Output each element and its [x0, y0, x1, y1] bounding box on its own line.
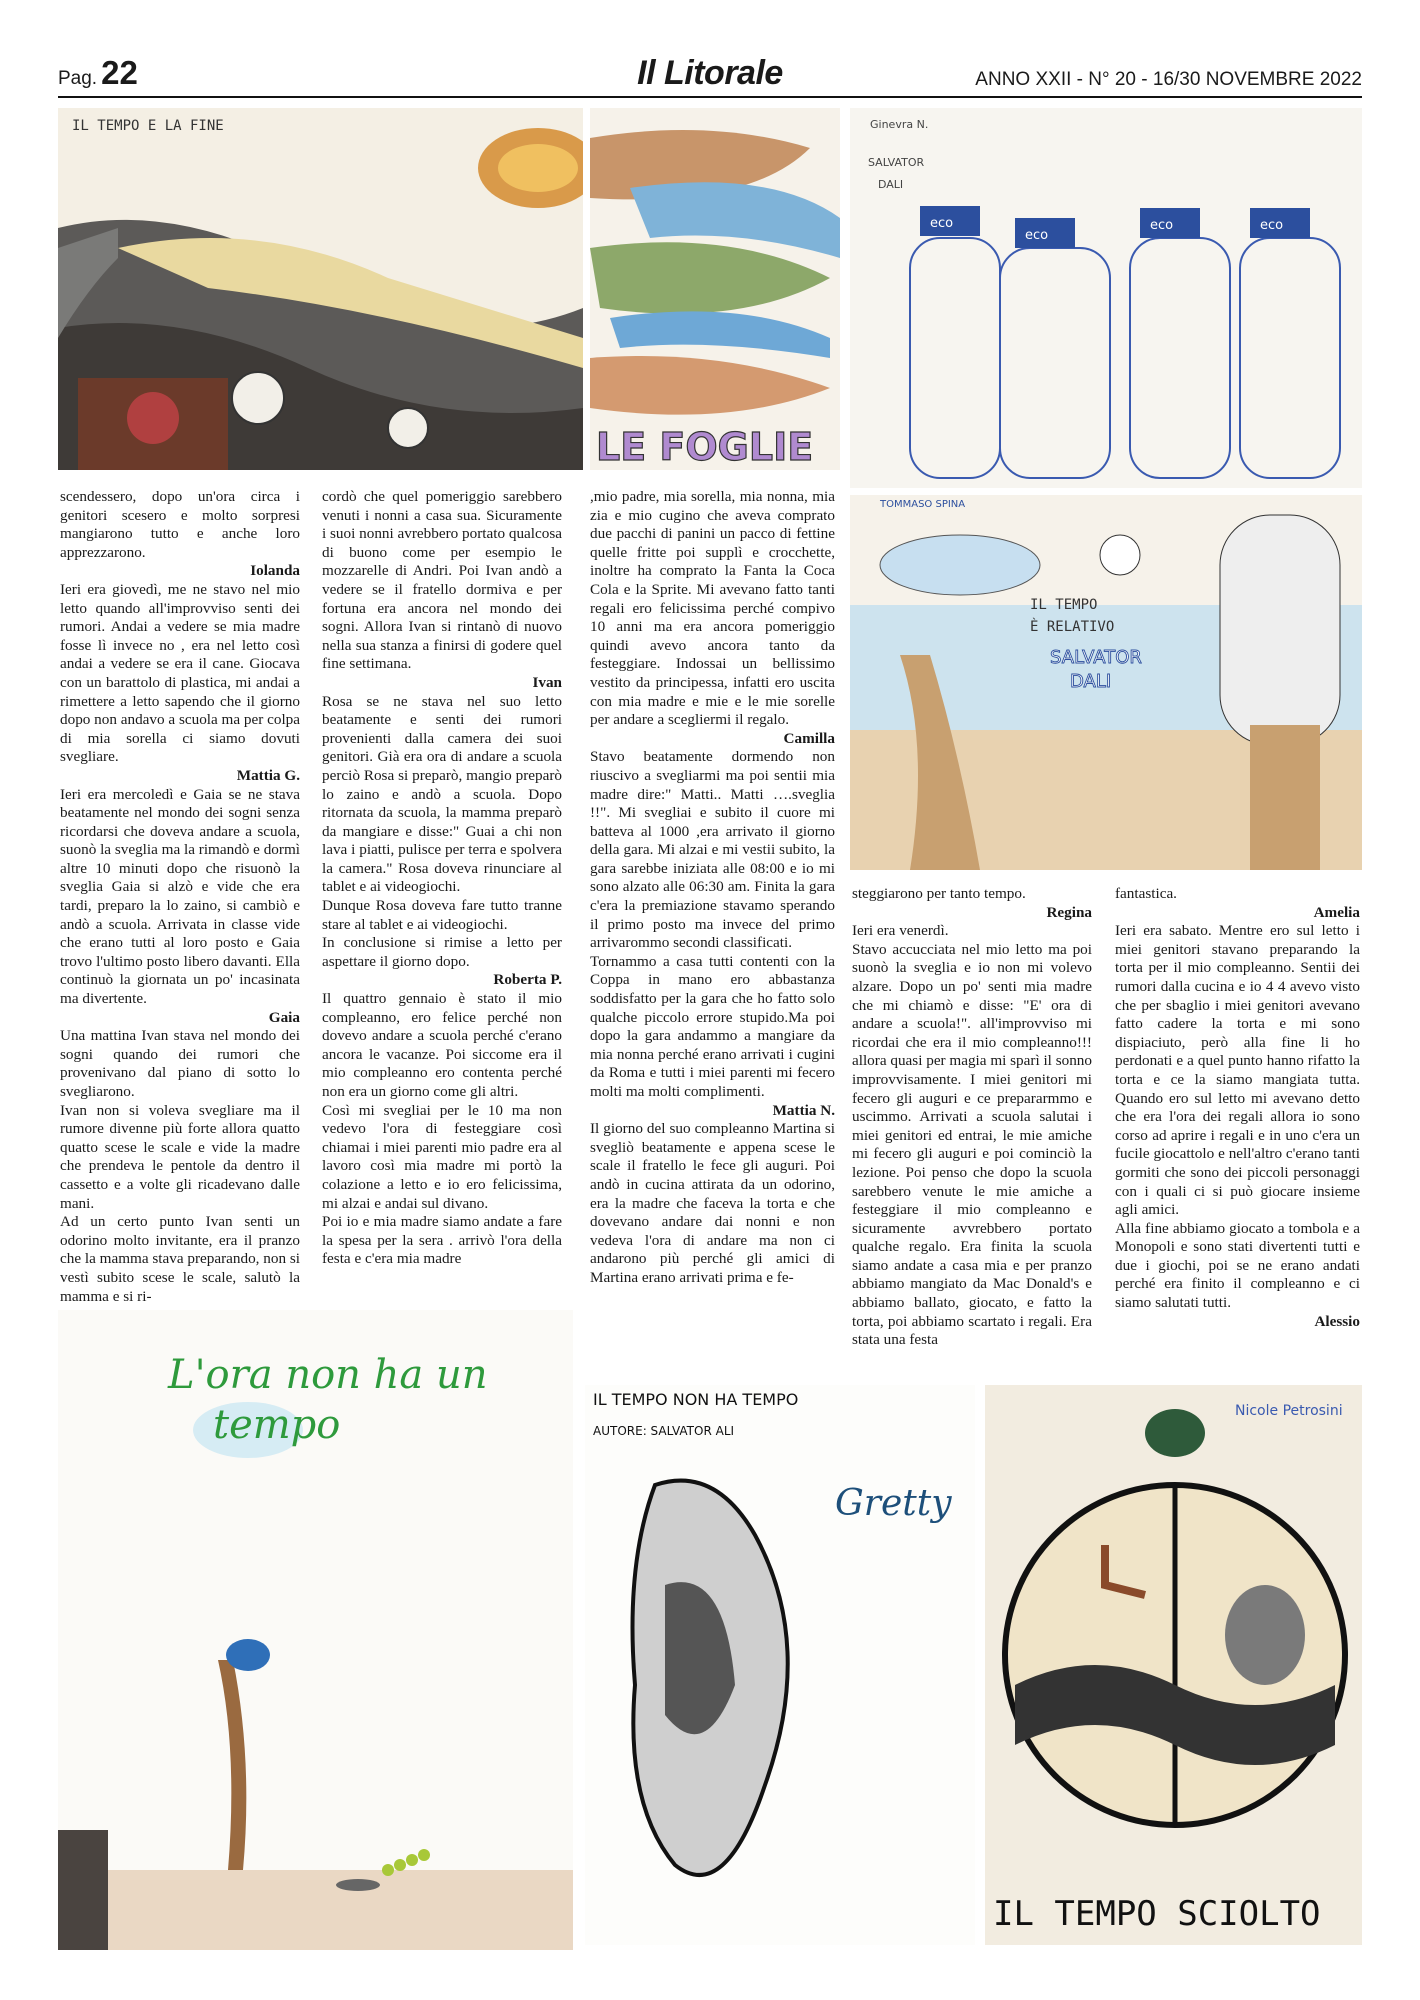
drawing-caption: DALI: [1070, 671, 1112, 692]
drawing-caption: L'ora non ha un: [168, 1352, 488, 1398]
paragraph: Il quattro gennaio è stato il mio compleanno, ero felice perché non dovevo andare a scuola perché c'erano ancora le vacanze. Poi siccome era il mio compleanno ero contenta perché non era un giorno come gli altri.: [322, 990, 562, 1100]
text-column-4: [852, 885, 1092, 1380]
paragraph: Dunque Rosa doveva fare tutto tranne stare al tablet e ai videogiochi.: [322, 897, 562, 933]
paragraph: fantastica.: [1115, 885, 1177, 902]
paragraph: Una mattina Ivan stava nel mondo dei sogni quando dei rumori che provenivano dal piano di sotto lo svegliarono.: [60, 1027, 300, 1100]
issue-info: ANNO XXII - N° 20 - 16/30 NOVEMBRE 2022: [975, 69, 1362, 90]
paragraph: Poi io e mia madre siamo andate a fare la spesa per la sera . arrivò l'ora della festa e c'era mia madre: [322, 1213, 562, 1268]
author-signature: Amelia: [1313, 903, 1360, 921]
drawing-caption: È RELATIVO: [1030, 619, 1115, 635]
bottle-label: eco: [1150, 218, 1174, 233]
drawing-il-tempo-non-ha-tempo: [585, 1385, 975, 1945]
drawing-caption: tempo: [213, 1402, 341, 1448]
paragraph: Il giorno del suo compleanno Martina si svegliò beatamente e appena scese le scale il fratello le fece gli auguri. Poi andò in cucina attirata da un odorino, era la madre che faceva la torta e che dovevano andare dai nonni e non vedeva l'ora di andare ma non ci andarono più perché gli amici di Martina erano arrivati prima e fe-: [590, 1120, 835, 1286]
author-signature: Ivan: [532, 673, 562, 691]
drawing-l-ora-non-ha-un-tempo: [58, 1310, 573, 1950]
drawing-author: TOMMASO SPINA: [880, 499, 966, 510]
author-signature: Alessio: [1314, 1312, 1360, 1330]
drawing-author: Nicole Petrosini: [1235, 1403, 1343, 1419]
drawing-il-tempo-e-relativo: [850, 495, 1362, 870]
paragraph: Ieri era mercoledì e Gaia se ne stava beatamente nel mondo dei sogni senza ricordarsi che doveva andare a scuola, suonò la sveglia ma la rimandò e dormì altre 10 minuti dopo che risuonò la sveglia Gaia si alzò e vide che era tardi, preparo la lo zaino, si cambiò e andò a scuola. Arrivata in classe vide che erano tutti al loro posto e Gaia trovo l'ultimo posto libero davanti. Ella continuò la giornata un po' incasinata ma divertente.: [60, 785, 300, 1008]
author-signature: Mattia N.: [772, 1101, 835, 1119]
page-number-value: 22: [101, 54, 138, 91]
text-column-3: [590, 488, 835, 1380]
paragraph: Rosa se ne stava nel suo letto beatamente e senti dei rumori provenienti dalla camera dei suoi genitori. Già era ora di andare a scuola perciò Rosa si preparò, mangio preparò lo zaino e andò a scuola. Dopo ritornata da scuola, la mamma preparò da mangiare e disse:" Guai a chi non lava i piatti, pulisce per terra e spolvera la camera." Rosa doveva rinunciare al tablet e ai videogiochi.: [322, 692, 562, 896]
bottle-label: eco: [930, 216, 954, 231]
drawing-caption: IL TEMPO SCIOLTO: [993, 1894, 1321, 1934]
paragraph: Ieri era giovedì, me ne stavo nel mio letto quando all'improvviso senti dei rumori. Andai a vedere se mia madre fosse lì invece no , era nel letto così andai a vedere se era il cane. Giocava con un barattolo di plastica, mi andai a rimettere a letto sapendo che il giorno dopo non andavo a scuola ma per colpa di mia sorella ci siamo dovuti svegliare.: [60, 580, 300, 766]
paragraph: Ieri era sabato. Mentre ero sul letto i miei genitori stavano preparando la torta per il mio compleanno. Sentii dei rumori dalla cucina e io 4 4 avevo visto che per sbaglio i miei genitori avevano fatto cadere la torta e mi sono dispiaciuto, però alla fine li ho perdonati e a quel punto hanno rifatto la torta e ce la siamo mangiata tutta. Quando ero sul letto mi avevano detto che era l'ora dei regali allora io sono corso ad aprire i regali e in uno c'era un fucile giocattolo e nell'altro c'erano tanti gormiti che sono dei piccoli personaggi con i quali ci si può giocare insieme agli amici.: [1115, 922, 1360, 1219]
paragraph: cordò che quel pomeriggio sarebbero venuti i nonni a casa sua. Sicuramente i suoi nonni avrebbero portato qualcosa di buono come per esempio le mozzarelle di Andri. Poi Ivan andò a vedere se il fratello dormiva e per fortuna era ancora nel mondo dei sogni. Allora Ivan si rintanò di nuovo nella sua stanza a finirsi di godere quel fine settimana.: [322, 488, 562, 673]
paragraph: Ieri era venerdì.: [852, 922, 949, 940]
drawing-caption: IL TEMPO: [1030, 597, 1098, 613]
author-signature: Gaia: [268, 1008, 300, 1026]
paragraph: scendessero, dopo un'ora circa i genitori scesero e molto sorpresi mangiarono tutto e anche loro apprezzarono.: [60, 488, 300, 561]
author-signature: Camilla: [783, 729, 835, 747]
page-label: Pag.: [58, 68, 98, 89]
drawing-author: Ginevra N.: [870, 118, 929, 131]
text-column-5: [1115, 885, 1360, 1380]
text-column-2: [322, 488, 562, 1303]
drawing-caption: AUTORE: SALVATOR ALI: [593, 1424, 735, 1438]
masthead: Il Litorale: [637, 54, 783, 92]
drawing-caption: DALI: [878, 178, 904, 191]
drawing-caption: IL TEMPO E LA FINE: [72, 118, 224, 134]
drawing-signature: Gretty: [835, 1483, 952, 1524]
drawing-il-tempo-e-la-fine: [58, 108, 583, 470]
author-signature: Regina: [1046, 903, 1092, 921]
bottle-label: eco: [1260, 218, 1284, 233]
paragraph: In conclusione si rimise a letto per aspettare il giorno dopo.: [322, 934, 562, 970]
paragraph: Tornammo a casa tutti contenti con la Coppa in mano ero abbastanza soddisfatto per la gara che ho fatto solo qualche piccolo errore stupido.Ma poi dopo la gara andammo a mangiare da mia nonna perché erano arrivati i cugini da Roma e tutti i miei parenti mi fecero molti ma molti complimenti.: [590, 952, 835, 1100]
paragraph: Ad un certo punto Ivan senti un odorino molto invitante, era il pranzo che la mamma stava preparando, non si vestì subito scese le scale, salutò la mamma e si ri-: [60, 1213, 300, 1303]
bottle-label: eco: [1025, 228, 1049, 243]
text-column-1: [60, 488, 300, 1303]
drawing-caption: SALVATOR: [868, 156, 925, 169]
drawing-le-foglie: [590, 108, 840, 470]
paragraph: ,mio padre, mia sorella, mia nonna, mia zia e mio cugino che aveva comprato due pacchi di panini un pacco di fettine quelle fritte poi supplì e crocchette, inoltre ha comprato la Fanta la Coca Cola e la Sprite. Mi avevano fatto tanti regali ero felicissima perché compivo 10 anni ma era ancora pomeriggio quindi avevo ancora tanto da festeggiare. Indossai un bellissimo vestito da principessa, infatti ero uscita con mia madre e mie e le mie sorelle per andare a scegliermi il regalo.: [590, 488, 835, 729]
drawing-bottiglie-eco: [850, 108, 1362, 488]
paragraph: steggiarono per tanto tempo.: [852, 885, 1026, 902]
page-header: [58, 54, 1362, 98]
drawing-caption: LE FOGLIE: [596, 425, 814, 469]
author-signature: Roberta P.: [493, 971, 562, 989]
author-signature: Iolanda: [250, 562, 300, 580]
drawing-caption: SALVATOR: [1050, 647, 1142, 668]
author-signature: Mattia G.: [236, 766, 300, 784]
paragraph: Alla fine abbiamo giocato a tombola e a Monopoli e sono stati divertenti tutti e due i giochi, poi se ne erano andati perché era finito il compleanno e ci siamo salutati tutti.: [1115, 1219, 1360, 1312]
drawing-il-tempo-sciolto: [985, 1385, 1362, 1945]
paragraph: Così mi svegliai per le 10 ma non vedevo l'ora di festeggiare così chiamai i miei parenti mio padre era al lavoro così mia madre mi portò la colazione a letto e io ero felicissima, mi alzai e andai sul divano.: [322, 1101, 562, 1212]
drawing-caption: IL TEMPO NON HA TEMPO: [593, 1390, 799, 1409]
paragraph: Stavo beatamente dormendo non riuscivo a svegliarmi ma poi sentii mia madre dire:" Matti.. Matti ….sveglia !!". Mi svegliai e subito il cuore mi batteva al 1000 ,era arrivato il giorno della gara. Mi alzai e mi vestii subito, la gara sarebbe iniziata alle 08:00 e io mi sono alzato alle 06:30 am. Finita la gara c'era la premiazione stavamo sperando il primo posto ma invece del primo arrivarommo secondi classificati.: [590, 748, 835, 952]
paragraph: Ivan non si voleva svegliare ma il rumore divenne più forte allora quatto quatto scese le scale e vide la madre che prendeva le pentole da dentro il cassetto e a volte gli ricadevano dalle mani.: [60, 1101, 300, 1212]
paragraph: Stavo accucciata nel mio letto ma poi suonò la sveglia e io non mi volevo alzare. Dopo un po' senti mia madre che mi chiamò e disse: "E' ora di andare a scuola!". all'improvviso mi ricordai che era il mio compleanno!!! allora quasi per magia mi sparì il sonno improvvisamente. I miei genitori mi fecero gli auguri e ce prepararmmo e uscimmo. Arrivati a scuola salutai i miei genitori ed entrai, le mie amiche mi fecero gli auguri e poi cominciò la lezione. Poi penso che dopo la scuola sarebbero venute le mie amiche a festeggiare il mio compleanno e sicuramente avvrebbero portato qualche regalo. Era finita la scuola siamo andate a casa mia e per pranzo abbiamo mangiato da Mac Donald's e abbiamo ballato, giocato, e fatto la torta, poi abbiamo scartato i regali. Era stata una festa: [852, 940, 1092, 1349]
